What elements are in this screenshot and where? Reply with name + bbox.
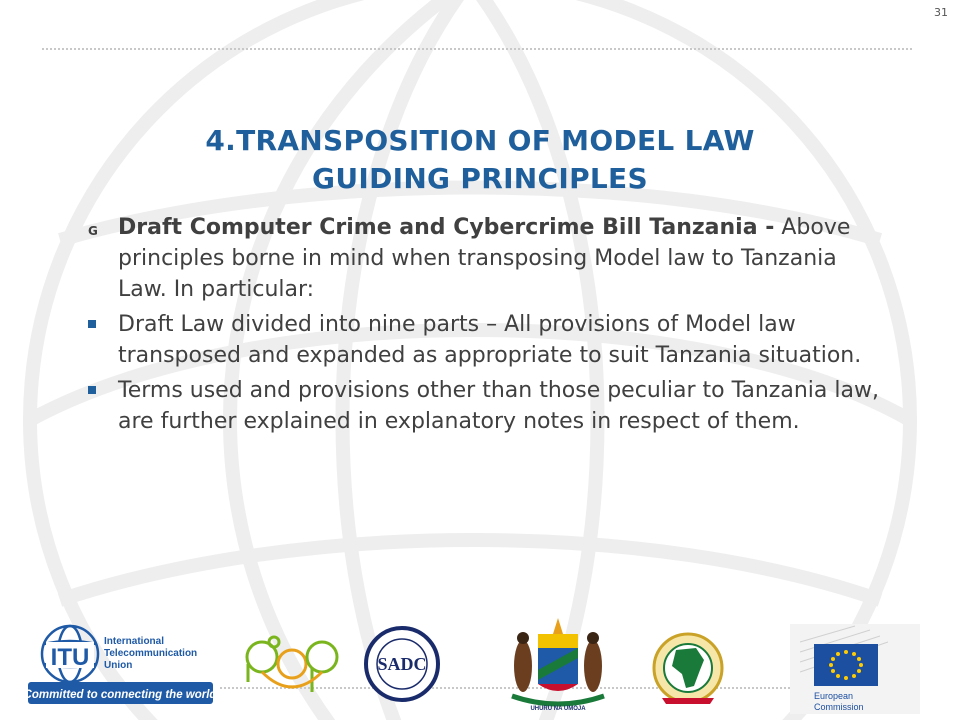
tanzania-motto: UHURU NA UMOJA: [530, 706, 586, 712]
intro-marker: G: [88, 224, 98, 238]
itu-name-line: Telecommunication: [104, 648, 198, 659]
ec-name-line: Commission: [814, 702, 864, 712]
sadc-acronym: SADC: [377, 654, 427, 674]
title-line: 4.TRANSPOSITION OF MODEL LAW: [205, 124, 755, 157]
sadc-seal: [366, 628, 438, 700]
square-bullet-icon: [88, 386, 96, 394]
slide-number: 31: [934, 6, 948, 19]
itu-name-line: International: [104, 636, 165, 647]
slide-title: [60, 122, 900, 198]
itu-tagline: Committed to connecting the world: [23, 689, 217, 701]
intro-text: Above principles borne in mind when transposing Model law to Tanzania Law. In particular:: [118, 215, 851, 302]
top-divider: [42, 48, 912, 50]
itu-acronym: ITU: [50, 644, 90, 671]
bullet-item: [88, 375, 888, 437]
intro-paragraph: [88, 212, 888, 305]
tanzania-coat-of-arms: [512, 618, 604, 712]
title-line: GUIDING PRINCIPLES: [312, 162, 648, 195]
intro-bold-text: Draft Computer Crime and Cybercrime Bill Tanzania -: [118, 215, 775, 240]
itu-globe-logo: [24, 626, 218, 704]
bullet-text: Terms used and provisions other than those peculiar to Tanzania law, are further explained in explanatory notes in respect of them.: [118, 378, 879, 434]
ec-name-line: European: [814, 691, 854, 701]
logo-strip: [0, 612, 960, 720]
bullet-text: Draft Law divided into nine parts – All provisions of Model law transposed and expanded as appropriate to suit Tanzania situation.: [118, 312, 862, 368]
bullet-item: [88, 309, 888, 371]
eac-logo: [247, 637, 337, 692]
european-commission-logo: [790, 624, 920, 714]
square-bullet-icon: [88, 320, 96, 328]
african-union-emblem: [654, 634, 722, 704]
slide-body: [88, 212, 888, 441]
itu-name-line: Union: [104, 660, 133, 671]
